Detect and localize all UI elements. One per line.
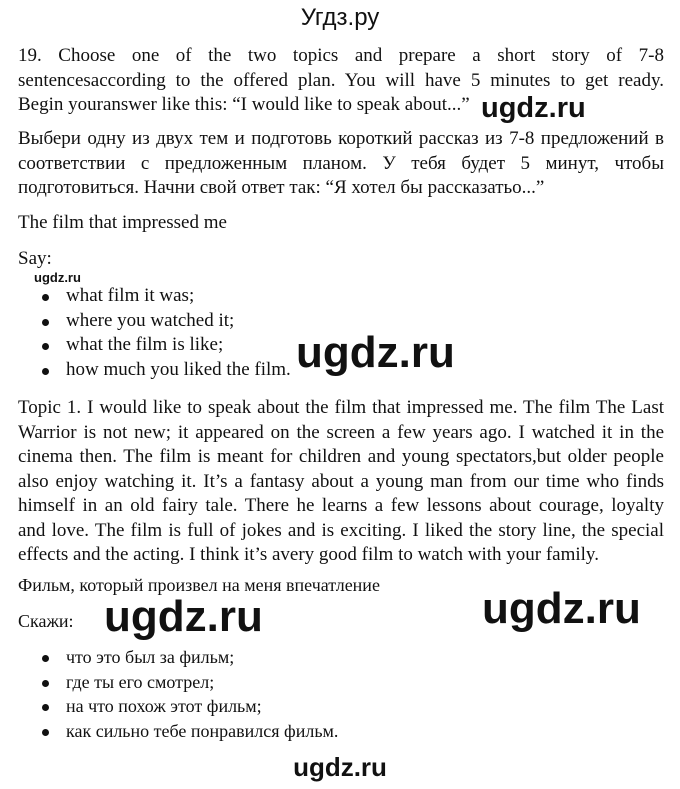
task-instructions-ru (18, 127, 664, 201)
watermark: ugdz.ru (481, 92, 586, 124)
watermark: ugdz.ru (34, 270, 81, 285)
watermark: ugdz.ru (293, 752, 387, 782)
answer-line: and love. The film is full of jokes and is exciting. I liked the story line, the special (18, 519, 664, 541)
answer-line: cinema then. The film is meant for children and young spectators,but older people (18, 446, 664, 467)
task-ru-line: соответствии с предложенным планом. У тебя будет 5 минут, чтобы (18, 152, 664, 174)
task-en-line: 19. Choose one of the two topics and prepare a short story of 7-8 (18, 45, 664, 66)
topic-en-bullet-list (40, 284, 291, 382)
answer-line: Topic 1. I would like to speak about the film that impressed me. The film The Last (18, 397, 664, 418)
list-item: на что похож этот фильм; (40, 694, 338, 719)
topic-ru-title: Фильм, который произвел на меня впечатление (18, 575, 380, 595)
task-en-line: Begin youranswer like this: “I would like to speak about...” (18, 94, 470, 115)
answer-paragraph (18, 396, 664, 568)
task-ru-line: Выбери одну из двух тем и подготовь короткий рассказ из 7-8 предложений в (18, 128, 664, 149)
watermark: ugdz.ru (296, 328, 455, 377)
list-item: how much you liked the film. (40, 358, 291, 383)
topic-ru-bullet-list (40, 645, 338, 743)
answer-line: effects and the acting. I think it’s avery good film to watch with your family. (18, 544, 599, 565)
list-item: what the film is like; (40, 333, 291, 358)
list-item: что это был за фильм; (40, 645, 338, 670)
page-header-title: Угдз.ру (300, 4, 380, 31)
list-item: where you watched it; (40, 309, 291, 334)
answer-line: himself in an old fairy tale. There he learns a few lessons about courage, loyalty (18, 495, 664, 516)
say-label-en: Say: (18, 248, 52, 269)
list-item: как сильно тебе понравился фильм. (40, 719, 338, 744)
watermark: ugdz.ru (104, 592, 263, 641)
topic-en-title: The film that impressed me (18, 212, 227, 233)
list-item: what film it was; (40, 284, 291, 309)
task-en-line: sentencesaccording to the offered plan. You will have 5 minutes to get ready. (18, 69, 664, 91)
answer-line: Warrior is not new; it appeared on the screen a few years ago. I watched it in the (18, 421, 664, 443)
answer-line: also enjoy watching it. It’s a fantasy about a young man from our time who finds (18, 470, 664, 492)
say-label-ru: Скажи: (18, 611, 74, 631)
task-ru-line: подготовиться. Начни свой ответ так: “Я хотел бы рассказатьо...” (18, 177, 545, 198)
list-item: где ты его смотрел; (40, 670, 338, 695)
watermark: ugdz.ru (482, 584, 641, 633)
